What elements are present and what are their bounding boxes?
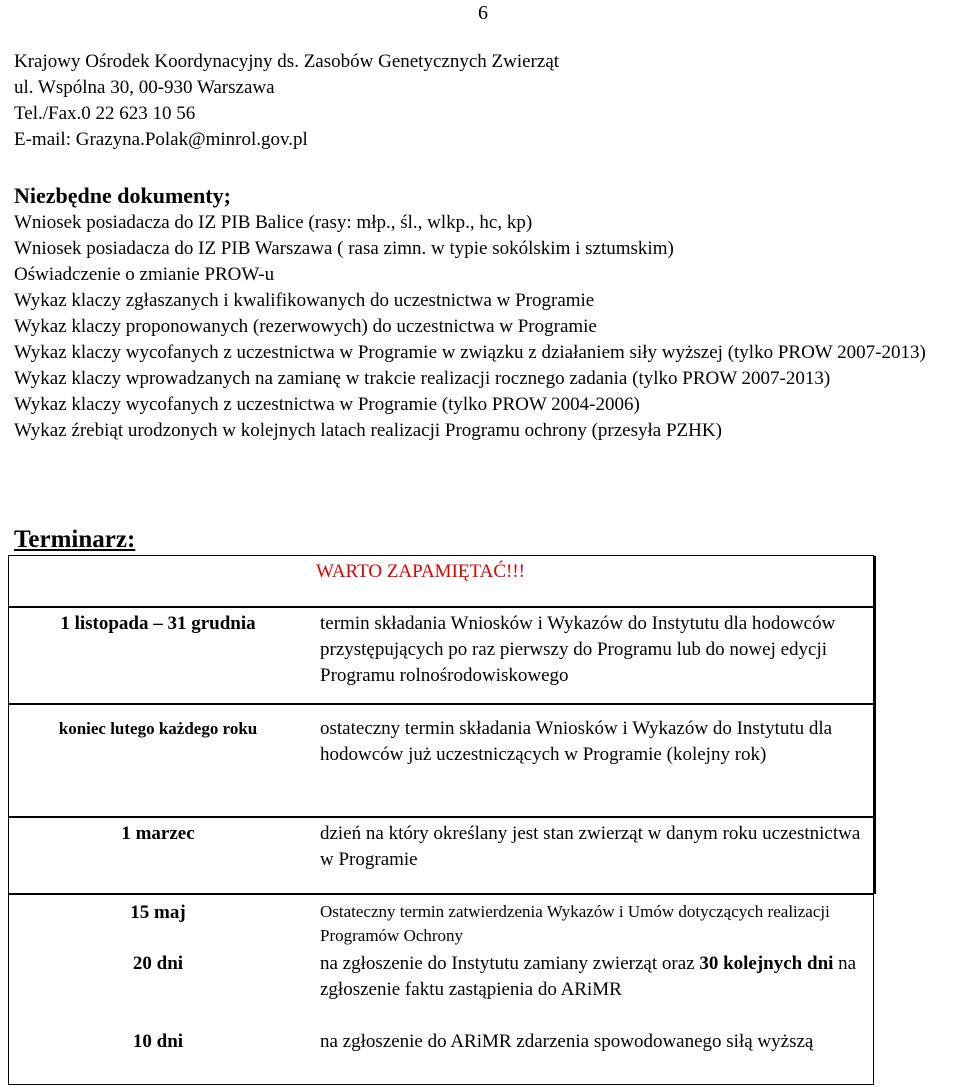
table-divider	[8, 893, 874, 895]
schedule-date: 20 dni	[132, 953, 184, 974]
institution-name: Krajowy Ośrodek Koordynacyjny ds. Zasobów Genetycznych Zwierząt	[14, 51, 560, 72]
schedule-date: koniec lutego każdego roku	[58, 719, 258, 738]
email-line	[14, 127, 559, 153]
schedule-date: 1 listopada – 31 grudnia	[60, 613, 256, 634]
table-border	[874, 556, 876, 608]
document-item: Wykaz źrebiąt urodzonych w kolejnych latach realizacji Programu ochrony (przesyła PZHK)	[14, 420, 722, 441]
document-item: Wniosek posiadacza do IZ PIB Warszawa ( rasa zimn. w typie sokólskim i sztumskim)	[14, 238, 674, 259]
email-label: E-mail:	[14, 129, 76, 150]
schedule-date: 1 marzec	[121, 823, 195, 844]
schedule-heading: Terminarz:	[14, 526, 136, 553]
document-item: Wykaz klaczy zgłaszanych i kwalifikowanych do uczestnictwa w Programie	[14, 290, 595, 311]
schedule-description: dzień na który określany jest stan zwierząt w danym roku uczestnictwa w Programie	[320, 823, 861, 870]
email-link[interactable]: Grazyna.Polak@minrol.gov.pl	[75, 129, 308, 150]
document-item: Wykaz klaczy wprowadzanych na zamianę w trakcie realizacji rocznego zadania (tylko PROW 2007-2013)	[14, 368, 831, 389]
schedule-description: ostateczny termin składania Wniosków i Wykazów do Instytutu dla hodowców już uczestniczących w Programie (kolejny rok)	[320, 718, 833, 765]
schedule-description: termin składania Wniosków i Wykazów do Instytutu dla hodowców przystępujących po raz pierwszy do Programu lub do nowej edycji Programu rolnośrodowiskowego	[320, 613, 836, 686]
document-item: Wykaz klaczy proponowanych (rezerwowych) do uczestnictwa w Programie	[14, 316, 597, 337]
warning-text: WARTO ZAPAMIĘTAĆ!!!	[316, 561, 525, 582]
table-divider	[8, 816, 874, 818]
documents-list	[14, 210, 958, 444]
document-item: Wykaz klaczy wycofanych z uczestnictwa w Programie (tylko PROW 2004-2006)	[14, 394, 640, 415]
schedule-description: Ostateczny termin zatwierdzenia Wykazów i Umów dotyczących realizacji Programów Ochrony	[320, 902, 830, 945]
schedule-date: 15 maj	[130, 902, 186, 923]
document-item: Oświadczenie o zmianie PROW-u	[14, 264, 275, 285]
schedule-description	[320, 951, 870, 1003]
schedule-date: 10 dni	[132, 1031, 184, 1052]
description-text: na zgłoszenie do Instytutu zamiany zwierząt oraz	[320, 953, 700, 974]
page-number: 6	[478, 2, 488, 24]
street-address: ul. Wspólna 30, 00-930 Warszawa	[14, 77, 275, 98]
schedule-description: na zgłoszenie do ARiMR zdarzenia spowodowanego siłą wyższą	[320, 1031, 814, 1052]
description-text: na zgłoszenie faktu zastąpienia do ARiMR	[320, 953, 857, 1000]
table-divider	[8, 703, 874, 705]
document-item: Wykaz klaczy wycofanych z uczestnictwa w Programie w związku z działaniem siły wyższej (tylko PROW 2007-2013)	[14, 342, 926, 363]
document-item: Wniosek posiadacza do IZ PIB Balice (rasy: młp., śl., wlkp., hc, kp)	[14, 212, 533, 233]
description-bold-text: 30 kolejnych dni	[699, 953, 834, 974]
table-divider	[8, 606, 874, 608]
table-border	[874, 606, 876, 894]
phone-fax: Tel./Fax.0 22 623 10 56	[14, 103, 196, 124]
address-block	[14, 49, 559, 153]
documents-heading: Niezbędne dokumenty;	[14, 183, 231, 208]
